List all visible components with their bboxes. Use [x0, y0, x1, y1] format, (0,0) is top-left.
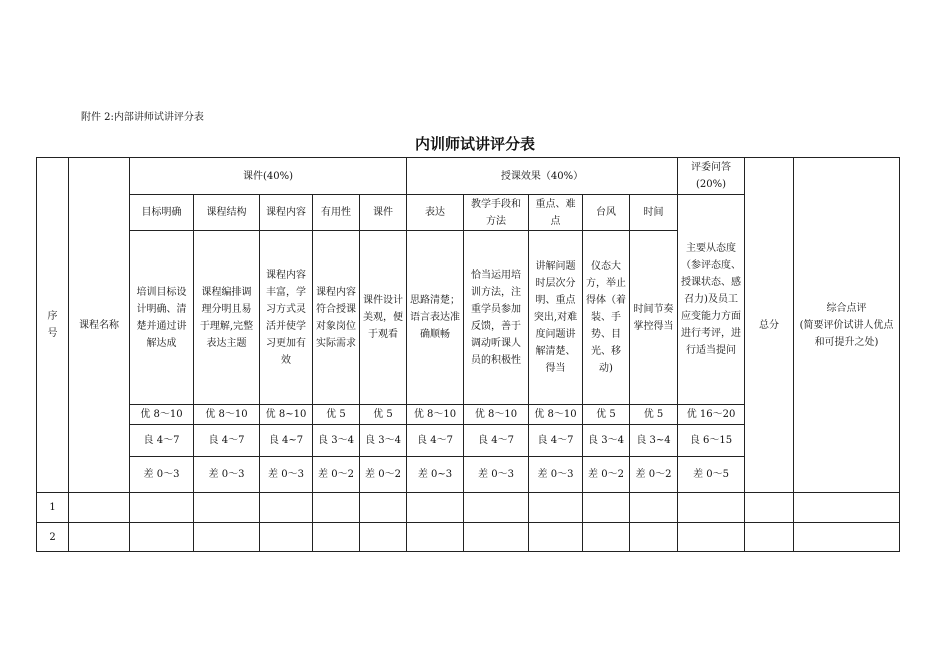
criterion-name: 有用性: [313, 195, 360, 231]
score-excellent: 优 8～10: [529, 405, 583, 425]
empty-cell: [745, 493, 794, 523]
empty-cell: [678, 493, 745, 523]
score-poor: 差 0～2: [583, 457, 630, 493]
empty-cell: [529, 523, 583, 552]
evaluation-table: [36, 157, 900, 552]
page-title: 内训师试讲评分表: [414, 135, 535, 153]
score-poor: 差 0～2: [630, 457, 678, 493]
score-excellent: 优 8～10: [464, 405, 529, 425]
empty-cell: [678, 523, 745, 552]
empty-cell: [260, 523, 313, 552]
score-poor: 差 0～2: [313, 457, 360, 493]
seq-header: 序 号: [37, 158, 69, 493]
row-number: 2: [37, 523, 69, 552]
empty-cell: [794, 523, 900, 552]
criterion-description: 课程内容丰富，学习方式灵活并使学习更加有效: [260, 231, 313, 405]
group-header-teaching: 授课效果（40%）: [407, 158, 678, 195]
empty-cell: [130, 523, 194, 552]
empty-cell: [630, 523, 678, 552]
criterion-name: 台风: [583, 195, 630, 231]
comment-header: 综合点评 (简要评价试讲人优点和可提升之处): [794, 158, 900, 493]
score-good: 良 4～7: [464, 425, 529, 457]
score-good: 良 3～4: [583, 425, 630, 457]
empty-cell: [630, 493, 678, 523]
empty-cell: [194, 523, 260, 552]
empty-cell: [583, 523, 630, 552]
criterion-name: 目标明确: [130, 195, 194, 231]
score-poor: 差 0～3: [529, 457, 583, 493]
group-header-courseware: 课件(40%): [130, 158, 407, 195]
attachment-label: 附件 2:内部讲师试讲评分表: [81, 112, 204, 123]
empty-cell: [130, 493, 194, 523]
score-excellent: 优 8～10: [407, 405, 464, 425]
qa-description: 主要从态度（参评态度、授课状态、感召力)及员工应变能力方面进行考评，进行适当提问: [678, 195, 745, 405]
score-good: 良 3～4: [313, 425, 360, 457]
score-good: 良 3～4: [360, 425, 407, 457]
criterion-description: 课程编排调理分明且易于理解,完整表达主题: [194, 231, 260, 405]
empty-cell: [360, 493, 407, 523]
criterion-name: 表达: [407, 195, 464, 231]
empty-cell: [407, 493, 464, 523]
table-row: [37, 158, 900, 195]
criterion-name: 课件: [360, 195, 407, 231]
empty-cell: [69, 523, 130, 552]
criterion-name: 时间: [630, 195, 678, 231]
criterion-description: 恰当运用培训方法，注重学员参加反馈，善于调动听课人员的积极性: [464, 231, 529, 405]
table-row: [37, 493, 900, 523]
criterion-description: 课件设计美观，便于观看: [360, 231, 407, 405]
score-excellent: 优 8～10: [130, 405, 194, 425]
qa-score-poor: 差 0～5: [678, 457, 745, 493]
score-good: 良 4～7: [194, 425, 260, 457]
score-good: 良 4～7: [407, 425, 464, 457]
total-header: 总分: [745, 158, 794, 493]
score-good: 良 4~7: [260, 425, 313, 457]
course-name-header: 课程名称: [69, 158, 130, 493]
criterion-description: 时间节奏掌控得当: [630, 231, 678, 405]
criterion-description: 思路清楚；语言表达准确顺畅: [407, 231, 464, 405]
score-excellent: 优 8~10: [260, 405, 313, 425]
score-good: 良 3~4: [630, 425, 678, 457]
empty-cell: [260, 493, 313, 523]
empty-cell: [69, 493, 130, 523]
score-excellent: 优 8～10: [194, 405, 260, 425]
score-poor: 差 0～3: [464, 457, 529, 493]
qa-score-good: 良 6～15: [678, 425, 745, 457]
score-excellent: 优 5: [630, 405, 678, 425]
group-header-qa: 评委问答 (20%): [678, 158, 745, 195]
score-good: 良 4～7: [529, 425, 583, 457]
criterion-name: 课程结构: [194, 195, 260, 231]
criterion-name: 重点、难点: [529, 195, 583, 231]
score-excellent: 优 5: [313, 405, 360, 425]
empty-cell: [745, 523, 794, 552]
criterion-description: 仪态大方，举止得体（着装、手势、目光、移动): [583, 231, 630, 405]
empty-cell: [194, 493, 260, 523]
table-row: [37, 523, 900, 552]
criterion-description: 讲解问题时层次分明、重点突出,对难度问题讲解清楚、得当: [529, 231, 583, 405]
criterion-description: 课程内容符合授课对象岗位实际需求: [313, 231, 360, 405]
empty-cell: [464, 493, 529, 523]
score-poor: 差 0～2: [360, 457, 407, 493]
qa-score-excellent: 优 16～20: [678, 405, 745, 425]
criterion-name: 课程内容: [260, 195, 313, 231]
score-poor: 差 0~3: [407, 457, 464, 493]
score-excellent: 优 5: [360, 405, 407, 425]
criterion-name: 教学手段和方法: [464, 195, 529, 231]
empty-cell: [313, 523, 360, 552]
empty-cell: [407, 523, 464, 552]
empty-cell: [464, 523, 529, 552]
empty-cell: [583, 493, 630, 523]
empty-cell: [360, 523, 407, 552]
criterion-description: 培训目标设计明确、清楚并通过讲解达成: [130, 231, 194, 405]
score-poor: 差 0～3: [260, 457, 313, 493]
empty-cell: [313, 493, 360, 523]
row-number: 1: [37, 493, 69, 523]
score-good: 良 4～7: [130, 425, 194, 457]
empty-cell: [794, 493, 900, 523]
score-excellent: 优 5: [583, 405, 630, 425]
empty-cell: [529, 493, 583, 523]
score-poor: 差 0～3: [130, 457, 194, 493]
score-poor: 差 0～3: [194, 457, 260, 493]
